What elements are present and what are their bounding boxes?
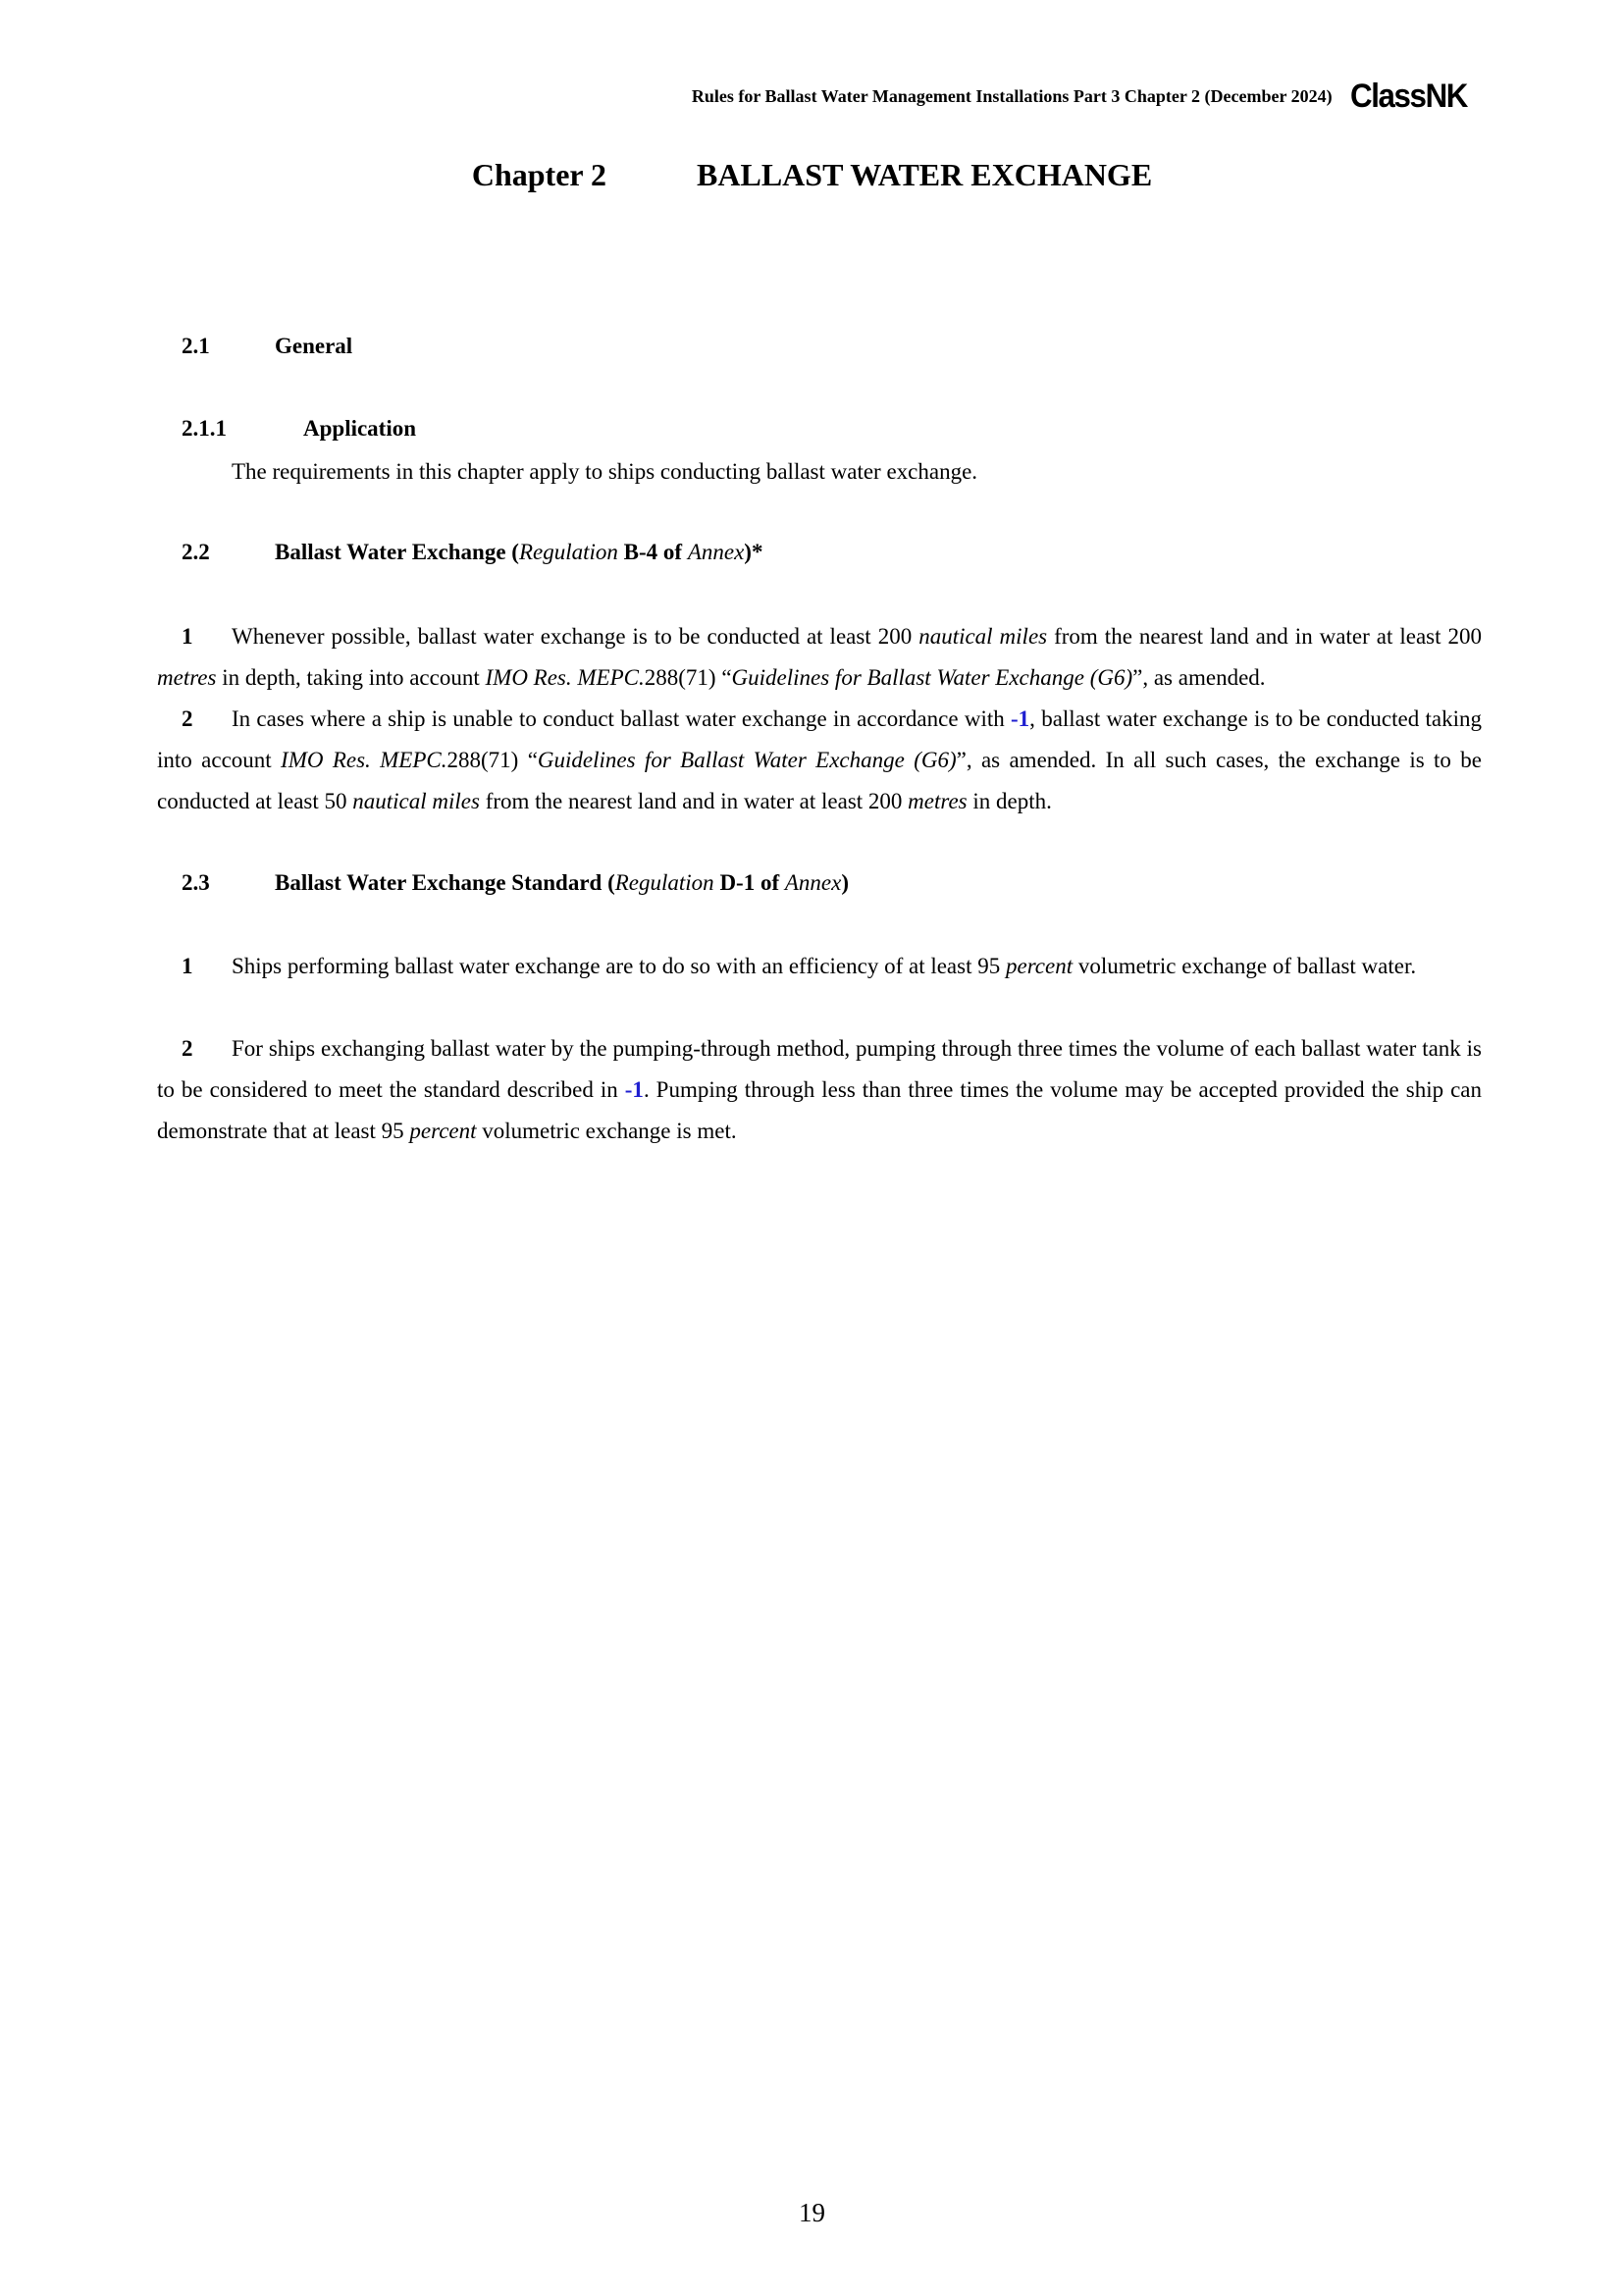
chapter-number: Chapter 2 bbox=[471, 157, 607, 192]
page-number: 19 bbox=[799, 2198, 825, 2227]
section-number: 2.1 bbox=[182, 334, 210, 358]
cross-reference-link[interactable]: -1 bbox=[1011, 706, 1030, 731]
section-2-2-paragraph-1: 1 Whenever possible, ballast water exchange is to be conducted at least 200 nautical miles from the nearest land and in water at least 200 metres in depth, taking into account IMO Res. MEPC.288(71) “Guidelines for Ballast Water Exchange (G6)”, as amended. bbox=[157, 624, 1482, 690]
section-2-3-heading bbox=[182, 870, 849, 896]
section-title: Ballast Water Exchange (Regulation B-4 of Annex)* bbox=[275, 540, 763, 564]
chapter-name: BALLAST WATER EXCHANGE bbox=[697, 157, 1153, 192]
section-title: Application bbox=[303, 416, 417, 441]
section-2-1-1-text: The requirements in this chapter apply to ships conducting ballast water exchange. bbox=[232, 459, 978, 484]
chapter-title bbox=[0, 157, 1624, 193]
section-number: 2.3 bbox=[182, 870, 210, 895]
running-title: Rules for Ballast Water Management Installations Part 3 Chapter 2 (December 2024) bbox=[691, 85, 1333, 106]
classnk-logo: ClassNK bbox=[1349, 77, 1467, 115]
section-2-3-paragraph-1: 1 Ships performing ballast water exchange are to do so with an efficiency of at least 95 percent volumetric exchange of ballast water. bbox=[182, 954, 1417, 978]
section-2-2-heading bbox=[182, 540, 762, 565]
cross-reference-link[interactable]: -1 bbox=[624, 1077, 644, 1102]
section-title: General bbox=[275, 334, 353, 358]
section-number: 2.2 bbox=[182, 540, 210, 564]
section-number: 2.1.1 bbox=[182, 416, 227, 441]
page-header bbox=[692, 77, 1477, 116]
section-2-1-1-heading bbox=[182, 416, 416, 442]
section-2-2-paragraph-2: 2 In cases where a ship is unable to conduct ballast water exchange in accordance with -1, ballast water exchange is to be conducted taking into account IMO Res. MEPC.288(71) “Guidelines for Ballast Water Exchange (G6)”, as amended. In all such cases, the exchange is to be conducted at least 50 nautical miles from the nearest land and in water at least 200 metres in depth. bbox=[157, 706, 1483, 813]
section-2-1-heading bbox=[182, 334, 352, 359]
section-title: Ballast Water Exchange Standard (Regulation D-1 of Annex) bbox=[275, 870, 850, 895]
section-2-3-paragraph-2: 2 For ships exchanging ballast water by the pumping-through method, pumping through three times the volume of each ballast water tank is to be considered to meet the standard described in -1. Pumping through less than three times the volume may be accepted provided the ship can demonstrate that at least 95 percent volumetric exchange is met. bbox=[157, 1036, 1482, 1143]
